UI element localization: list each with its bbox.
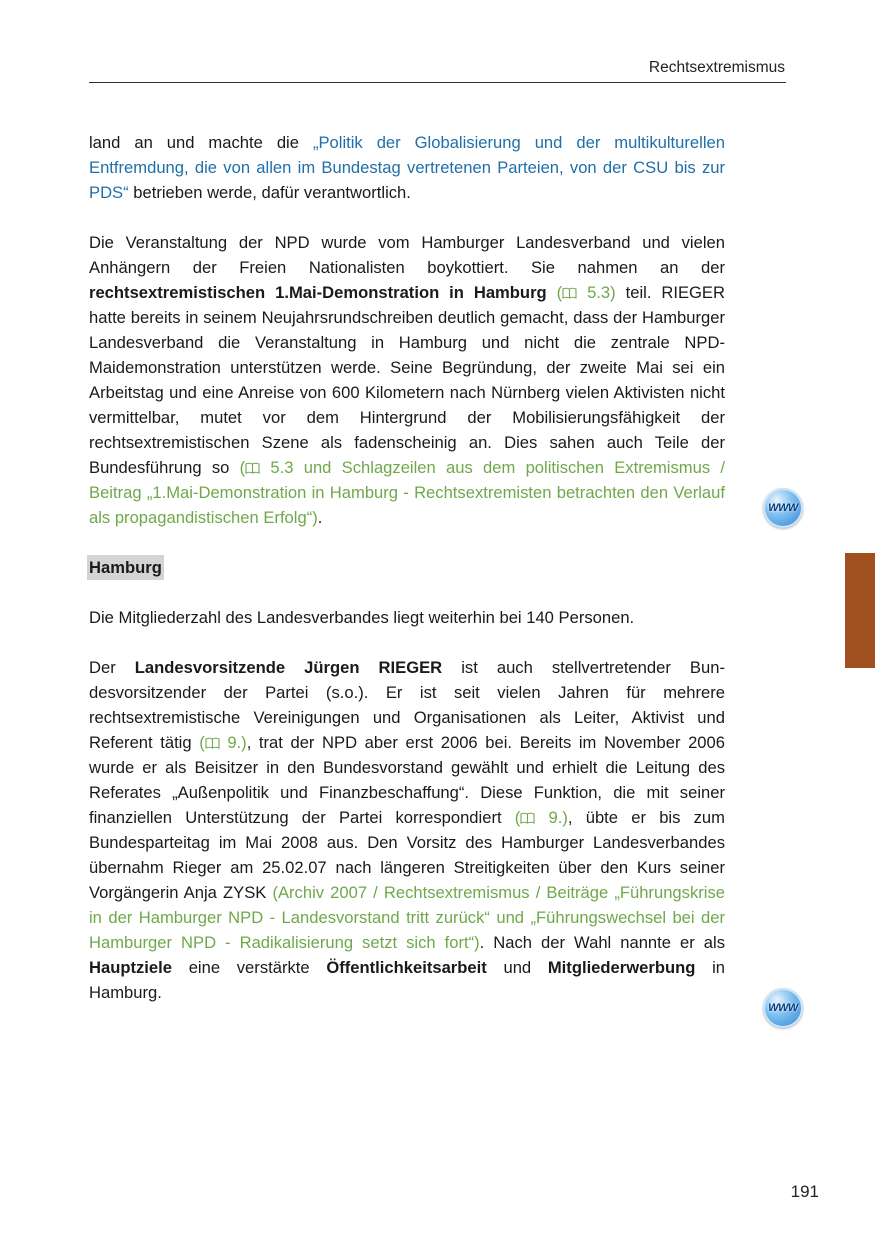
- cross-reference[interactable]: [547, 283, 616, 302]
- paragraph-2: [89, 230, 725, 530]
- www-label: WWW: [768, 1002, 798, 1014]
- www-globe-icon[interactable]: [763, 488, 803, 528]
- page-number: 191: [790, 1182, 819, 1201]
- header-rule: [89, 82, 786, 83]
- ref-open: (: [239, 458, 246, 477]
- text: , trat der NPD aber erst 2006 bei. Bereits im November 2006 wurde er als Beisitzer in den Bundesvorstand gewählt und erhielt die Leitung des Referates „Außenpolitik und Finanzbeschaffung“. Diese Funktion, die mit seiner finanziellen Unterstützung der Partei korrespondiert: [89, 733, 725, 827]
- text: eine verstärkte: [172, 958, 327, 977]
- section-heading: Hamburg: [87, 555, 164, 580]
- book-icon: [520, 812, 535, 824]
- bold-term: rechtsextremistischen 1.Mai-Demonstration in Hamburg: [89, 283, 547, 302]
- ref-text: 5.3): [577, 283, 616, 302]
- paragraph-4: [89, 655, 725, 1005]
- text: .: [317, 508, 323, 527]
- quote: „Politik der Globalisierung und der multikulturellen Entfremdung, die von allen im Bundestag vertretenen Parteien, von der CSU bis zur PDS“: [89, 133, 725, 202]
- ref-text: 9.): [219, 733, 247, 752]
- www-globe-icon[interactable]: [763, 988, 803, 1028]
- text: , übte er bis zum Bundesparteitag im Mai 2008 aus. Den Vorsitz des Hamburger Landesverbandes übernahm Rieger am 25.02.07 nach längeren Streitigkeiten über den Kurs seiner Vorgängerin Anja ZYSK: [89, 808, 725, 902]
- bold-term: Öffentlichkeitsarbeit: [326, 958, 487, 977]
- text: in Hamburg.: [89, 958, 725, 1002]
- body-text: [89, 130, 725, 1030]
- paragraph-3: [89, 605, 725, 630]
- book-icon: [205, 737, 220, 749]
- text: ist auch stellvertretender Bundesvorsitzender der Partei (s.o.). Er ist seit vielen Jahren für mehrere rechtsextremistische Vereinigungen und Organisationen als Leiter, Aktivist und Referent tätig: [89, 658, 725, 752]
- cross-reference[interactable]: (Archiv 2007 / Rechtsextremismus / Beiträge „Führungskrise in der Hamburger NPD - Landesvorstand tritt zurück“ und „Führungswechsel bei der Hamburger NPD - Radikalisierung setzt sich fort“): [89, 883, 725, 952]
- bold-term: Landesvorsitzende Jürgen RIEGER: [134, 658, 443, 677]
- text: . Nach der Wahl nannte er als: [479, 933, 725, 952]
- ref-open: (: [514, 808, 521, 827]
- text: land an und machte die: [89, 133, 313, 152]
- ref-open: (: [546, 283, 563, 302]
- text: und: [486, 958, 548, 977]
- text: teil. RIEGER hatte bereits in seinem Neujahrsrundschreiben deutlich gemacht, dass der Hamburger Landesverband die Veranstaltung in Hamburg und nicht die zentrale NPD-Maidemonstration unterstützen werde. Seine Begründung, der zweite Mai sei ein Arbeitstag und eine Anreise von 600 Kilometern nach Nürnberg vielen Aktivisten nicht vermittelbar, mutet vor dem Hintergrund der Mobilisierungsfähigkeit der rechtsextremistischen Szene als fadenscheinig an. Dies sahen auch Teile der Bundesführung so: [89, 283, 725, 477]
- book-icon: [245, 462, 260, 474]
- chapter-side-tab: [845, 553, 875, 668]
- ref-text: 5.3 und Schlagzeilen aus dem politischen Extremismus / Beitrag „1.Mai-Demonstration in Hamburg - Rechtsextremisten betrachten den Verlauf als propagandistischen Erfolg“): [89, 458, 725, 527]
- bold-term: Mitgliederwerbung: [547, 958, 696, 977]
- book-icon: [562, 287, 577, 299]
- ref-open: (: [199, 733, 205, 752]
- ref-text: 9.): [535, 808, 568, 827]
- text: Die Mitgliederzahl des Landesverbandes liegt weiterhin bei 140 Personen.: [89, 608, 635, 627]
- section-heading-paragraph: [89, 555, 725, 580]
- cross-reference[interactable]: [515, 808, 568, 827]
- bold-term: Hauptziele: [89, 958, 172, 977]
- cross-reference[interactable]: [199, 733, 247, 752]
- text: betrieben werde, dafür verantwortlich.: [128, 183, 411, 202]
- text: Die Veranstaltung der NPD wurde vom Hamburger Landesverband und vielen Anhängern der Freien Nationalisten boykottiert. Sie nahmen an der: [89, 233, 725, 277]
- header-title: Rechtsextremismus: [648, 59, 785, 76]
- text: Der: [89, 658, 135, 677]
- www-label: WWW: [768, 502, 798, 514]
- paragraph-1: [89, 130, 725, 205]
